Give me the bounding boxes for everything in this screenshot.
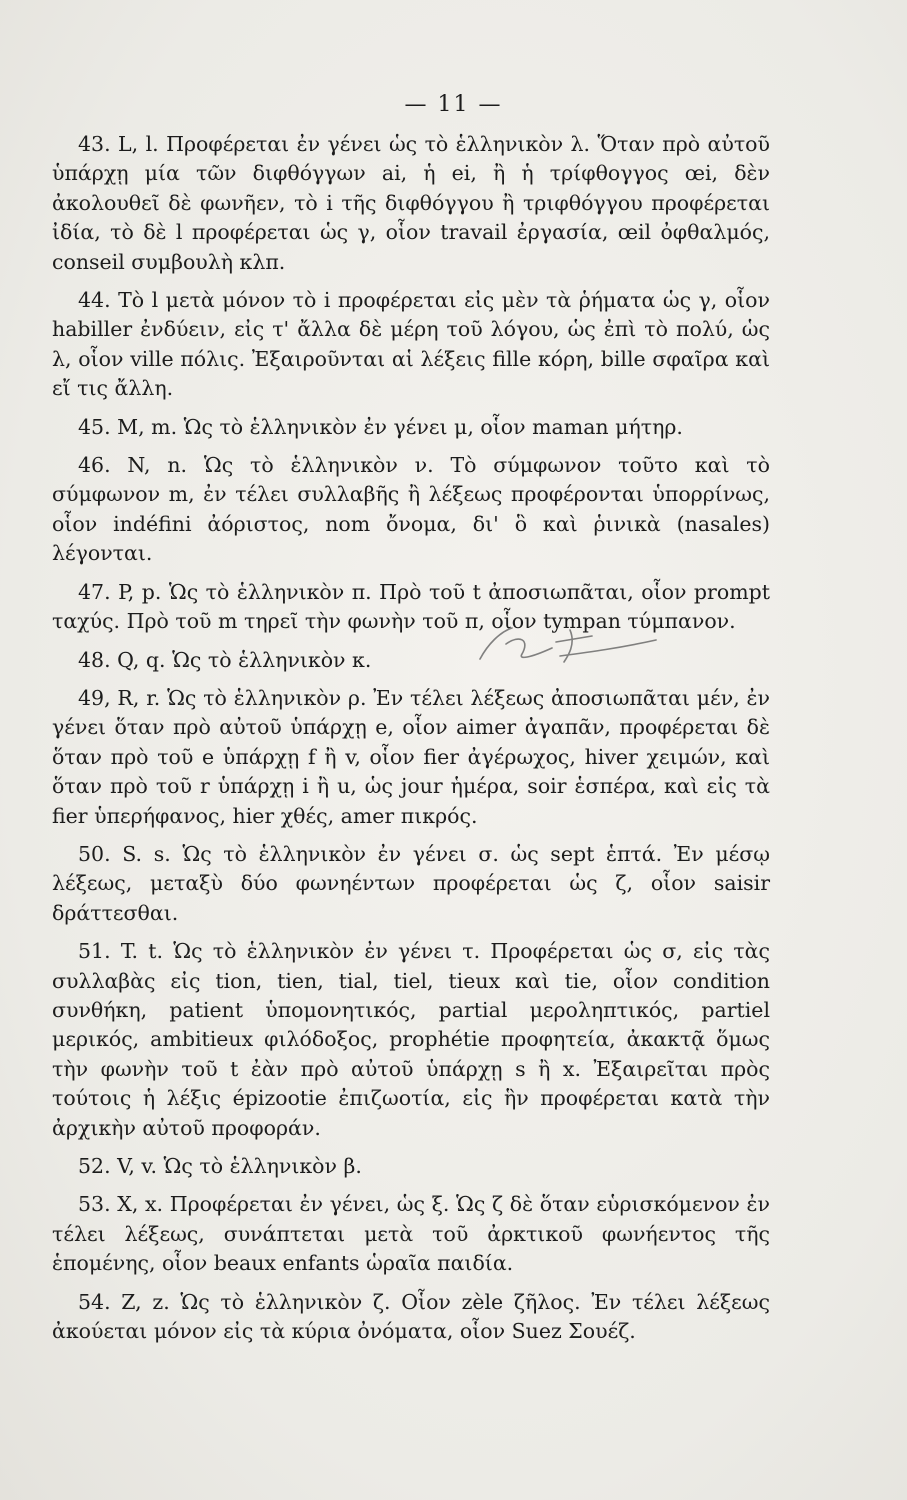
paragraph-48: 48. Q, q. Ὡς τὸ ἑλληνικὸν κ.	[78, 647, 372, 672]
paragraph-53: 53. X, x. Προφέρεται ἐν γένει, ὡς ξ. Ὡς ζ δὲ ὅταν εὑρισκόμενον ἐν τέλει λέξεως, συνάπτεται μετὰ τοῦ ἀρκτικοῦ φωνήεντος τῆς ἑπομένης, οἷον beaux enfants ὡραῖα παιδία.	[52, 1192, 770, 1276]
paragraph-46: 46. N, n. Ὡς τὸ ἑλληνικὸν ν. Τὸ σύμφωνον τοῦτο καὶ τὸ σύμφωνον m, ἐν τέλει συλλαβῆς ἢ λέξεως προφέρονται ὑπορρίνως, οἷον indéfini ἀόριστος, nom ὄνομα, δι' ὃ καὶ ῥινικὰ (nasales) λέγονται.	[52, 453, 770, 566]
paragraph-51: 51. T. t. Ὡς τὸ ἑλληνικὸν ἐν γένει τ. Προφέρεται ὡς σ, εἰς τὰς συλλαβὰς εἰς tion, tien, tial, tiel, tieux καὶ tie, οἷον condition συνθήκη, patient ὑπομονητικός, partial μεροληπτικός, partiel μερικός, ambitieux φιλόδοξος, prophétie προφητεία, ἀκακτᾷ ὅμως τὴν φωνὴν τοῦ t ἐὰν πρὸ αὐτοῦ ὑπάρχῃ s ἢ x. Ἐξαιρεῖται πρὸς τούτοις ἡ λέξις épizootie ἐπιζωοτία, εἰς ἣν προφέρεται κατὰ τὴν ἀρχικὴν αὐτοῦ προφοράν.	[52, 939, 770, 1140]
paragraph-44: 44. Τὸ l μετὰ μόνον τὸ i προφέρεται εἰς μὲν τὰ ῥήματα ὡς γ, οἷον habiller ἐνδύειν, εἰς τ' ἄλλα δὲ μέρη τοῦ λόγου, ὡς ἐπὶ τὸ πολύ, ὡς λ, οἷον ville πόλις. Ἐξαιροῦνται αἱ λέξεις fille κόρη, bille σφαῖρα καὶ εἴ τις ἄλλη.	[52, 288, 770, 401]
paragraph-45: 45. M, m. Ὡς τὸ ἑλληνικὸν ἐν γένει μ, οἷον maman μήτηρ.	[78, 414, 683, 439]
paragraph-47: 47. P, p. Ὡς τὸ ἑλληνικὸν π. Πρὸ τοῦ t ἀποσιωπᾶται, οἷον prompt ταχύς. Πρὸ τοῦ m τηρεῖ τὴν φωνὴν τοῦ π, οἷον tympan τύμπανον.	[52, 579, 770, 634]
paragraph-52: 52. V, v. Ὡς τὸ ἑλληνικὸν β.	[78, 1154, 362, 1178]
paragraph-43: 43. L, l. Προφέρεται ἐν γένει ὡς τὸ ἑλληνικὸν λ. Ὅταν πρὸ αὐτοῦ ὑπάρχῃ μία τῶν διφθόγγων ai, ἡ ei, ἢ ἡ τρίφθογγος œi, δὲν ἀκολουθεῖ δὲ φωνῆεν, τὸ i τῆς διφθόγγου ἢ τριφθόγγου προφέρεται ἰδία, τὸ δὲ l προφέρεται ὡς γ, οἷον travail ἐργασία, œil ὀφθαλμός, conseil συμβουλὴ κλπ.	[52, 132, 770, 274]
paragraph-49: 49, R, r. Ὡς τὸ ἑλληνικὸν ρ. Ἐν τέλει λέξεως ἀποσιωπᾶται μέν, ἐν γένει ὅταν πρὸ αὐτοῦ ὑπάρχῃ e, οἷον aimer ἀγαπᾶν, προφέρεται δὲ ὅταν πρὸ τοῦ e ὑπάρχῃ f ἢ v, οἷον fier ἀγέρωχος, hiver χειμών, καὶ ὅταν πρὸ τοῦ r ὑπάρχῃ i ἢ u, ὡς jour ἡμέρα, soir ἑσπέρα, καὶ εἰς τὰ fier ὑπερήφανος, hier χθές, amer πικρός.	[52, 685, 770, 828]
page-number-header: — 11 —	[404, 92, 503, 117]
paragraph-50: 50. S. s. Ὡς τὸ ἑλληνικὸν ἐν γένει σ. ὡς sept ἑπτά. Ἐν μέσῳ λέξεως, μεταξὺ δύο φωνηέντων προφέρεται ὡς ζ, οἷον saisir δράττεσθαι.	[52, 841, 770, 925]
paragraph-54: 54. Z, z. Ὡς τὸ ἑλληνικὸν ζ. Οἷον zèle ζῆλος. Ἐν τέλει λέξεως ἀκούεται μόνον εἰς τὰ κύρια ὀνόματα, οἷον Suez Σουέζ.	[52, 1289, 770, 1344]
pencil-scribble-mark	[460, 614, 660, 674]
body-text	[52, 130, 770, 1355]
